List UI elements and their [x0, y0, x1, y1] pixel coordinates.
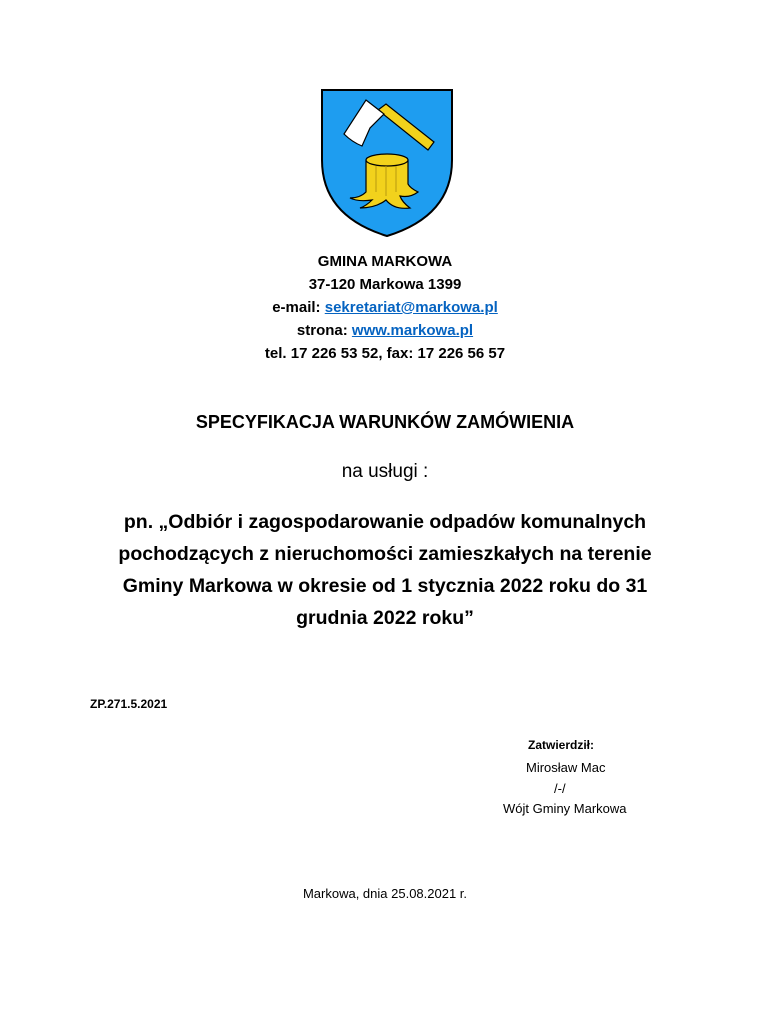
subject-line: pochodzących z nieruchomości zamieszkałych na terenie [118, 543, 652, 565]
email-link[interactable]: sekretariat@markowa.pl [324, 299, 498, 316]
municipality-address: 37-120 Markowa 1399 [308, 276, 462, 293]
website-line [0, 319, 770, 342]
email-label: e-mail: [272, 299, 321, 316]
website-link[interactable]: www.markowa.pl [351, 322, 474, 339]
subject-line: grudnia 2022 roku” [296, 607, 474, 629]
subject-line: Gminy Markowa w okresie od 1 stycznia 2022 roku do 31 [122, 575, 648, 597]
place-and-date: Markowa, dnia 25.08.2021 r. [302, 886, 468, 901]
coat-of-arms-logo [320, 88, 454, 238]
website-label: strona: [296, 322, 348, 339]
document-title: SPECYFIKACJA WARUNKÓW ZAMÓWIENIA [195, 412, 575, 432]
signature-mark: /-/ [554, 781, 566, 796]
approver-position: Wójt Gminy Markowa [503, 801, 627, 816]
reference-number: ZP.271.5.2021 [90, 697, 168, 711]
stump-top [366, 154, 408, 166]
procurement-subject [95, 506, 675, 634]
approver-name: Mirosław Mac [526, 760, 606, 775]
municipality-name: GMINA MARKOWA [317, 253, 453, 270]
email-line [0, 296, 770, 319]
phone-fax: tel. 17 226 53 52, fax: 17 226 56 57 [264, 345, 506, 362]
subject-line: pn. „Odbiór i zagospodarowanie odpadów komunalnych [123, 511, 647, 533]
service-type: na usługi : [341, 461, 429, 482]
approval-label: Zatwierdził: [528, 738, 595, 752]
